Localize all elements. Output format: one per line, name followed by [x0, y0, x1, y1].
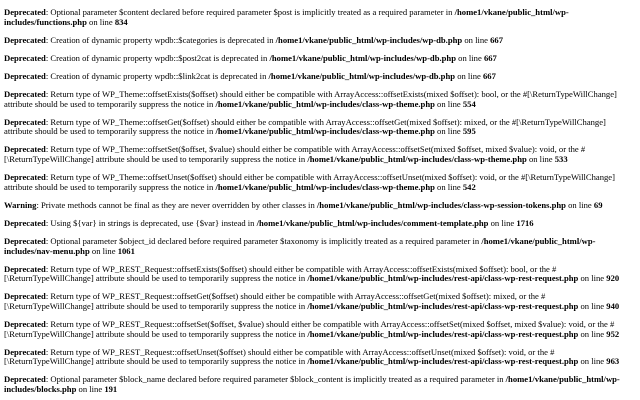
- error-text: Creation of dynamic property wpdb::$categories is deprecated in: [50, 34, 274, 45]
- error-message: [4, 201, 634, 211]
- line-number: 920: [606, 273, 620, 284]
- file-path: /home1/vkane/public_html/wp-includes/comment-template.php: [256, 217, 489, 228]
- error-text: Return type of WP_REST_Request::offsetSet($offset, $value) should either be compatible with ArrayAccess::offsetSet(mixed $offset, mixed $value): void, or the #[\ReturnTypeWillChange] attribute should be used to temporarily suppress the notice in: [4, 318, 615, 339]
- on-line-label: on line: [89, 16, 113, 27]
- separator: :: [45, 291, 51, 302]
- separator: :: [36, 199, 42, 210]
- error-message: [4, 320, 634, 339]
- error-text: Private methods cannot be final as they are never overridden by other classes in: [41, 199, 315, 210]
- error-message: [4, 72, 634, 82]
- line-number: 554: [462, 98, 476, 109]
- line-number: 595: [462, 126, 476, 137]
- separator: :: [45, 346, 51, 357]
- error-text: Optional parameter $block_name declared before required parameter $block_content is implicitly treated as a required parameter in: [50, 374, 504, 385]
- line-number: 542: [462, 181, 476, 192]
- file-path: /home1/vkane/public_html/wp-includes/class-wp-theme.php: [215, 126, 435, 137]
- error-message: [4, 375, 634, 394]
- error-level: Deprecated: [4, 34, 46, 45]
- error-text: Return type of WP_Theme::offsetGet($offset) should either be compatible with ArrayAccess::offsetGet(mixed $offset): mixed, or the #[\ReturnTypeWillChange] attribute should be used to temporarily suppress the notice in: [4, 116, 606, 137]
- error-level: Deprecated: [4, 144, 46, 155]
- file-path: /home1/vkane/public_html/wp-includes/rest-api/class-wp-rest-request.php: [307, 273, 579, 284]
- line-number: 940: [606, 300, 620, 311]
- error-message: [4, 118, 634, 137]
- error-text: Creation of dynamic property wpdb::$post2cat is deprecated in: [50, 52, 268, 63]
- on-line-label: on line: [78, 383, 103, 394]
- on-line-label: on line: [580, 273, 605, 284]
- error-text: Return type of WP_Theme::offsetSet($offset, $value) should either be compatible with ArrayAccess::offsetSet(mixed $offset, mixed $value): void, or the #[\ReturnTypeWillChange] attribute should be used to temporarily suppress the notice in: [4, 144, 586, 164]
- on-line-label: on line: [91, 245, 116, 256]
- file-path: /home1/vkane/public_html/wp-includes/functions.php: [4, 7, 569, 27]
- file-path: /home1/vkane/public_html/wp-includes/rest-api/class-wp-rest-request.php: [307, 356, 579, 367]
- line-number: 191: [104, 383, 118, 394]
- on-line-label: on line: [528, 153, 553, 164]
- separator: :: [45, 318, 51, 329]
- error-text: Optional parameter $content declared before required parameter $post is implicitly treated as a required parameter in: [50, 7, 453, 17]
- separator: :: [45, 144, 51, 155]
- error-message: [4, 90, 634, 109]
- error-message: [4, 219, 634, 229]
- error-message: [4, 8, 634, 27]
- error-message: [4, 237, 634, 256]
- error-text: Creation of dynamic property wpdb::$link2cat is deprecated in: [50, 70, 267, 81]
- on-line-label: on line: [580, 328, 605, 339]
- separator: :: [45, 374, 51, 385]
- on-line-label: on line: [464, 34, 488, 45]
- file-path: /home1/vkane/public_html/wp-includes/wp-db.php: [268, 70, 456, 81]
- on-line-label: on line: [568, 199, 592, 210]
- error-message: [4, 173, 634, 192]
- separator: :: [45, 52, 51, 63]
- error-level: Deprecated: [4, 172, 46, 183]
- on-line-label: on line: [458, 52, 482, 63]
- error-level: Deprecated: [4, 217, 46, 228]
- error-message: [4, 145, 634, 164]
- on-line-label: on line: [437, 98, 461, 109]
- separator: :: [45, 34, 51, 45]
- file-path: /home1/vkane/public_html/wp-includes/class-wp-theme.php: [215, 181, 435, 192]
- line-number: 69: [593, 199, 603, 210]
- on-line-label: on line: [437, 126, 461, 137]
- error-text: Using ${var} in strings is deprecated, use {$var} instead in: [50, 217, 255, 228]
- line-number: 667: [483, 52, 497, 63]
- separator: :: [45, 116, 51, 127]
- error-text: Return type of WP_REST_Request::offsetUnset($offset) should either be compatible with ArrayAccess::offsetUnset(mixed $offset): void, or the #[\ReturnTypeWillChange] attribute should be used to temporarily suppress the notice in: [4, 346, 555, 367]
- error-message: [4, 292, 634, 311]
- separator: :: [45, 235, 51, 246]
- separator: :: [45, 263, 51, 274]
- error-text: Return type of WP_REST_Request::offsetExists($offset) should either be compatible with ArrayAccess::offsetExists(mixed $offset): bool, or the #[\ReturnTypeWillChange] attribute should be used to temporarily suppress the notice in: [4, 263, 557, 284]
- error-level: Deprecated: [4, 88, 46, 99]
- error-message: [4, 54, 634, 64]
- error-level: Deprecated: [4, 116, 46, 127]
- separator: :: [45, 88, 51, 99]
- error-message: [4, 348, 634, 367]
- error-message: [4, 265, 634, 284]
- on-line-label: on line: [490, 217, 515, 228]
- file-path: /home1/vkane/public_html/wp-includes/blocks.php: [4, 374, 620, 394]
- on-line-label: on line: [437, 181, 461, 192]
- error-level: Deprecated: [4, 346, 46, 357]
- on-line-label: on line: [457, 70, 481, 81]
- error-level: Deprecated: [4, 318, 46, 329]
- file-path: /home1/vkane/public_html/wp-includes/rest-api/class-wp-rest-request.php: [307, 328, 579, 339]
- line-number: 963: [606, 356, 620, 367]
- error-level: Deprecated: [4, 235, 46, 246]
- file-path: /home1/vkane/public_html/wp-includes/wp-db.php: [269, 52, 456, 63]
- error-text: Return type of WP_Theme::offsetExists($offset) should either be compatible with ArrayAccess::offsetExists(mixed $offset): bool, or the #[\ReturnTypeWillChange] attribute should be used to temporarily suppress the notice in: [4, 88, 617, 109]
- file-path: /home1/vkane/public_html/wp-includes/class-wp-session-tokens.php: [316, 199, 566, 210]
- line-number: 1716: [516, 217, 534, 228]
- error-text: Return type of WP_Theme::offsetUnset($offset) should either be compatible with ArrayAccess::offsetUnset(mixed $offset): void, or the #[\ReturnTypeWillChange] attribute should be used to temporarily suppress the notice in: [4, 172, 615, 192]
- error-text: Return type of WP_REST_Request::offsetGet($offset) should either be compatible with ArrayAccess::offsetGet(mixed $offset): mixed, or the #[\ReturnTypeWillChange] attribute should be used to temporarily suppress the notice in: [4, 291, 546, 311]
- error-level: Deprecated: [4, 263, 46, 274]
- error-level: Deprecated: [4, 70, 46, 81]
- error-level: Deprecated: [4, 7, 46, 17]
- file-path: /home1/vkane/public_html/wp-includes/rest-api/class-wp-rest-request.php: [307, 300, 579, 311]
- error-level: Deprecated: [4, 52, 46, 63]
- on-line-label: on line: [580, 300, 605, 311]
- file-path: /home1/vkane/public_html/wp-includes/class-wp-theme.php: [307, 153, 527, 164]
- error-level: Deprecated: [4, 374, 46, 385]
- line-number: 1061: [117, 245, 135, 256]
- file-path: /home1/vkane/public_html/wp-includes/class-wp-theme.php: [215, 98, 435, 109]
- separator: :: [45, 217, 51, 228]
- line-number: 667: [482, 70, 496, 81]
- file-path: /home1/vkane/public_html/wp-includes/wp-db.php: [275, 34, 463, 45]
- separator: :: [45, 70, 51, 81]
- on-line-label: on line: [580, 356, 605, 367]
- error-text: Optional parameter $object_id declared before required parameter $taxonomy is implicitly treated as a required parameter in: [50, 235, 480, 246]
- separator: :: [45, 7, 51, 17]
- line-number: 533: [554, 153, 568, 164]
- error-level: Warning: [4, 199, 37, 210]
- file-path: /home1/vkane/public_html/wp-includes/nav-menu.php: [4, 235, 596, 256]
- line-number: 952: [606, 328, 620, 339]
- line-number: 834: [114, 16, 128, 27]
- line-number: 667: [490, 34, 504, 45]
- error-level: Deprecated: [4, 291, 46, 302]
- error-message: [4, 36, 634, 46]
- separator: :: [45, 172, 51, 183]
